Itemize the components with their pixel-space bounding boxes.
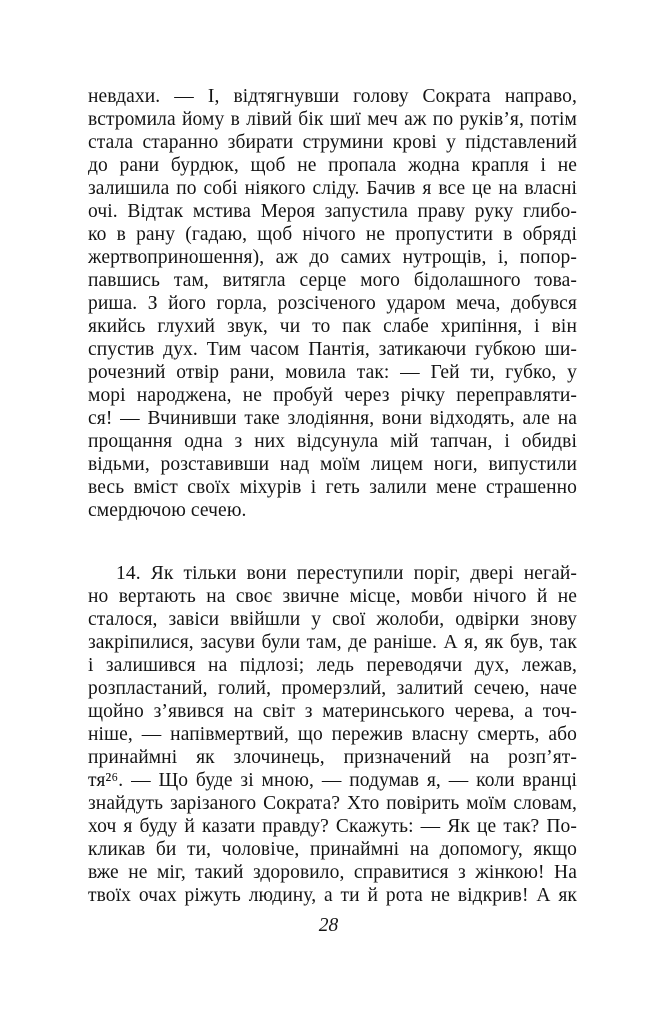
paragraph <box>88 562 577 907</box>
text-line: твоїх очах ріжуть людину, а ти й рота не відкрив! А як <box>88 885 577 906</box>
text-line: ко в рану (гадаю, щоб нічого не пропустити в обряді <box>88 224 577 245</box>
text-line: жертвоприношення), аж до самих нутрощів, і, попор- <box>88 247 577 268</box>
text-line: ніше, — напівмертвий, що пережив власну смерть, або <box>88 724 577 745</box>
text-line: спустив дух. Тим часом Пантія, затикаючи губкою ши- <box>88 339 577 360</box>
text-line: стала старанно збирати струмини крові у підставлений <box>88 132 577 153</box>
text-line: до рани бурдюк, щоб не пропала жодна крапля і не <box>88 155 577 176</box>
text-line: і залишився на підлозі; ледь переводячи дух, лежав, <box>88 655 577 676</box>
text-line: розпластаний, голий, промерзлий, залитий сечею, наче <box>88 678 577 699</box>
text-line: встромила йому в лівий бік шиї меч аж по руків’я, потім <box>88 109 577 130</box>
text-line: кликав би ти, чоловіче, принаймні на допомогу, якщо <box>88 839 577 860</box>
text-line: залишила по собі ніякого сліду. Бачив я все це на власні <box>88 178 577 199</box>
text-line: 14. Як тільки вони переступили поріг, двері негай- <box>116 563 577 584</box>
body-text <box>88 85 577 907</box>
text-line: сталося, завіси ввійшли у свої жолоби, одвірки знову <box>88 609 577 630</box>
text-line: весь вміст своїх міхурів і геть залили мене страшенно <box>88 477 577 498</box>
text-line: прощання одна з них відсунула мій тапчан, і обидві <box>88 431 577 452</box>
text-line: рочезний отвір рани, мовила так: — Гей ти, губко, у <box>88 362 577 383</box>
text-line: щойно з’явився на світ з материнського черева, а точ- <box>88 701 577 722</box>
text-line: тя²⁶. — Що буде зі мною, — подумав я, — коли вранці <box>88 770 577 791</box>
text-line: смердючою сечею. <box>88 500 247 521</box>
text-line: принаймні як злочинець, призначений на розп’ят- <box>88 747 577 768</box>
text-line: павшись там, витягла серце мого бідолашного това- <box>88 270 577 291</box>
text-line: очі. Відтак мстива Мероя запустила праву руку глибо- <box>88 201 577 222</box>
text-line: відьми, розставивши над моїм лицем ноги, випустили <box>88 454 577 475</box>
text-line: якийсь глухий звук, чи то пак слабе хрипіння, і він <box>88 316 577 337</box>
text-line: закріпилися, засуви були там, де раніше. А я, як був, так <box>88 632 577 653</box>
text-line: вже не міг, такий здоровило, справитися з жінкою! На <box>88 862 577 883</box>
text-line: морі народжена, не пробуй через річку переправляти- <box>88 385 577 406</box>
page-number: 28 <box>318 915 339 936</box>
text-line: риша. З його горла, розсіченого ударом меча, добувся <box>88 293 577 314</box>
text-line: знайдуть зарізаного Сократа? Хто повірить моїм словам, <box>88 793 577 814</box>
paragraph <box>88 85 577 522</box>
text-line: ся! — Вчинивши таке злодіяння, вони відходять, але на <box>88 408 577 429</box>
text-line: невдахи. — І, відтягнувши голову Сократа направо, <box>88 86 577 107</box>
text-line: но вертають на своє звичне місце, мовби нічого й не <box>88 586 577 607</box>
text-line: хоч я буду й казати правду? Скажуть: — Як це так? По- <box>88 816 577 837</box>
